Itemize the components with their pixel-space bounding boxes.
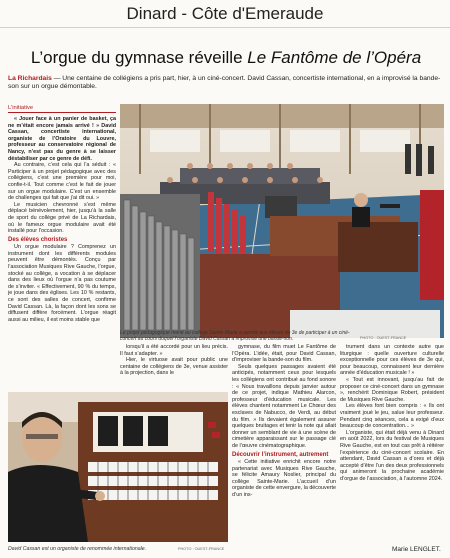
article-headline (8, 48, 444, 67)
col2-p2: Hier, le virtuose avait pour public une centaine de collégiens de 3e, venue assister à la projection, dans le (120, 357, 228, 377)
main-photo-caption: Le projet pédagogique mené au collège Sainte-Marie a permis aux élèves de 3e de participer à un ciné-concert au cours duquel l’organiste David Cassan a improvisé une bande-son. (120, 330, 350, 342)
organist-photo-credit: PHOTO : OUEST-FRANCE (178, 547, 225, 551)
col3-p3: « Cette initiative enrichit encore notre partenariat avec Musiques Rive Gauche, se félicite Amaury Noslier, principal du collège Sainte-Marie. L’accueil d’un organiste de cette envergure, la découverte d’un ins- (232, 459, 336, 499)
column-3 (232, 344, 336, 499)
col2-p1: lorsqu’il a été accordé pour un lieu précis. Il faut s’adapter. » (120, 344, 228, 357)
col4-p1: trument dans un contexte autre que liturgique : quelle ouverture culturelle exceptionnelle pour ces élèves de 3e qui, pour beaucoup, connaissent leur dernière année d’éducation musicale ! » (340, 344, 444, 377)
subheading: Des élèves choristes (8, 236, 68, 243)
column-2 (120, 344, 228, 377)
col4-p4: L’organiste, qui était déjà venu à Dinard en août 2022, lors du festival de Musiques Rive Gauche, est en tout cas prêt à réitérer l’expérience du ciné-concert scolaire. En attendant, David Cassan a d’ores et déjà accepté d’être l’un des deux professionnels qui animeront la prochaine académie d’orgue de l’association, à l’automne 2024. (340, 429, 444, 482)
main-photo-credit: PHOTO : OUEST-FRANCE (360, 336, 407, 340)
headline-italic: Le Fantôme de l’Opéra (247, 48, 422, 67)
gymnasium-photo-image (120, 104, 444, 338)
col1-p3: Le musicien chevronné s’est même déplacé bénévolement, hier, jusqu’à la salle de sport du collège privé de La Richardais, où le fameux orgue modulaire avait été installé pour l’occasion. (8, 201, 116, 235)
lead-text: — Une centaine de collégiens a pris part, hier, à un ciné-concert. David Cassan, concertiste international, en a improvisé la bande-son sur un orgue démontable. (8, 75, 441, 91)
lead-place: La Richardais (8, 75, 52, 82)
section-title: Dinard - Côte d'Emeraude (126, 4, 324, 23)
col1-paragraph (8, 116, 116, 162)
author-byline: Marie LENGLET. (392, 546, 441, 553)
col4-p2: « Tout est innovant, jusqu’au fait de proposer ce ciné-concert dans un gymnase », renchérit Dominique Robert, président de Musiques Rive Gauche. (340, 376, 444, 403)
organist-photo-caption: David Cassan est un organiste de renommée internationale. (8, 546, 147, 552)
col1-p1: « Jouer face à un panier de basket, ça ne m’était encore jamais arrivé ! » David Cassan, concertiste international, organiste de l’Oratoire du Louvre, professeur au conservatoire régional de Nancy, n’est pas du genre à se laisser déstabiliser par ce genre de défi. (8, 116, 116, 162)
section-tag: L’initiative (8, 104, 116, 113)
col1-p2: Au contraire, c’est cela qui l’a séduit : « Participer à un projet pédagogique avec des collégiens, c’est une première pour moi, confie-t-il. Tout comme c’est le fait de jouer sur un orgue modulaire. C’est un ensemble de challenges qui fait que j’ai dit oui. » (8, 162, 116, 202)
organist-photo-image (8, 392, 228, 542)
column-4 (340, 344, 444, 482)
page-header (0, 0, 450, 28)
col1-p4: Un orgue modulaire ? Comprenez un instrument dont les différents modules peuvent être démontés. Conçu par l’association Musiques Rive Gauche, l’orgue, stocké au collège, a vocation à se déplacer dans des lieux où l’orgue n’a pas coutume de s’inviter. « Effectivement, 90 % du temps, je joue dans des églises. Les 10 % restants, ce sont des salles de concert, confirme David Cassan. Là, la façon dont les sons se diffusent diffère forcément. L’orgue réagit aussi au milieu, il est moins stable que (8, 244, 116, 323)
column-1 (8, 116, 116, 323)
main-photo (120, 104, 444, 338)
col3-p2: Seuls quelques passages avaient été anticipés, notamment ceux pour lesquels les collégiens ont contribué au fond sonore : « Nous travaillons depuis janvier autour de ce projet, indique Mathieu Alarcon, professeur d’éducation musicale. Les élèves chantent notamment Le Chœur des esclaves de Nabucco, de Verdi, au début du film. » Ils devaient également assurer quelques bruitages et tenir la note qui allait donner un semblant de vie à une scène de cimetière apparaissant sur le passage clé de l’œuvre cinématographique. (232, 363, 336, 449)
article-lead (8, 75, 442, 91)
organist-photo (8, 392, 228, 542)
headline-main: L’orgue du gymnase réveille (30, 48, 248, 67)
subheading: Découvrir l’instrument, autrement (232, 451, 329, 458)
col4-p3: Les élèves font bien compris : « Ils ont vraiment joué le jeu, salue leur professeur. Pendant cinq séances, cela a exigé d’eux beaucoup de concentration... » (340, 403, 444, 430)
col3-p1: gymnase, du film muet Le Fantôme de l’Opéra. L’idée, était, pour David Cassan, d’improviser la bande-son du film. (232, 344, 336, 364)
